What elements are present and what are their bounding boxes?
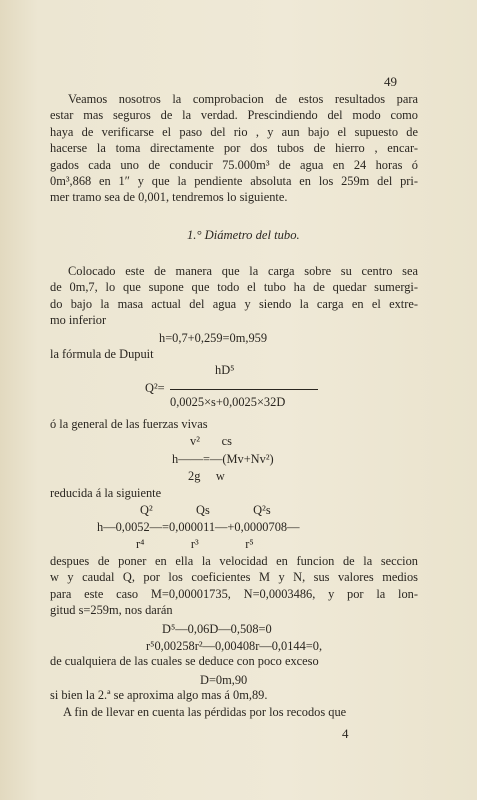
label-dupuit: la fórmula de Dupuit — [50, 347, 154, 361]
equation-reduced-top: Q² Qs Q²s — [140, 503, 271, 517]
page-number: 49 — [384, 74, 397, 89]
text-line: gitud s=259m, nos darán — [50, 603, 173, 618]
fraction-bar — [170, 389, 318, 390]
equation-reduced-bottom: r⁴ r³ r⁵ — [136, 537, 254, 551]
text-line: despues de poner en ella la velocidad en funcion de la seccion — [50, 554, 418, 568]
equation-result: D=0m,90 — [200, 673, 248, 687]
equation-head: h=0,7+0,259=0m,959 — [159, 331, 268, 345]
paragraph-verification — [50, 91, 418, 206]
equation-dupuit-denominator: 0,0025×s+0,0025×32D — [170, 395, 286, 409]
text-line: estar mas seguros de la verdad. Prescindiendo del modo como — [50, 108, 418, 123]
text-line: gados cada uno de conducir 75.000m³ de agua en 24 horas ó — [50, 157, 418, 172]
text-line: hacerse la toma directamente por dos tubos de hierro , encar- — [50, 141, 418, 156]
text-final-line: A fin de llevar en cuenta las pérdidas por los recodos que — [63, 705, 347, 719]
text-line: Veamos nosotros la comprobacion de estos resultados para — [68, 92, 418, 106]
text-line: de 0m,7, lo que supone que todo el tubo ha de quedar sumergi- — [50, 280, 418, 295]
section-heading: 1.° Diámetro del tubo. — [187, 228, 300, 242]
equation-dupuit-numerator: hD⁵ — [215, 363, 235, 377]
text-line: para este caso M=0,00001735, N=0,0003486, y por la lon- — [50, 586, 418, 601]
equation-reduced-mid: h—0,0052—=0,000011—+0,0000708— — [97, 520, 300, 534]
label-cualquiera: de cualquiera de las cuales se deduce con poco exceso — [50, 654, 319, 668]
paragraph-placement — [50, 263, 418, 329]
paragraph-coefficients — [50, 553, 418, 619]
equation-general-mid: h——=—(Mv+Nv²) — [172, 452, 274, 466]
label-reducida: reducida á la siguiente — [50, 486, 162, 500]
text-si-bien: si bien la 2.ª se aproxima algo mas á 0m,89. — [50, 688, 268, 702]
text-line: w y caudal Q, por los coeficientes M y N, sus valores medios — [50, 570, 418, 585]
equation-radius: r⁵0,00258r²—0,00408r—0,0144=0, — [146, 639, 323, 653]
text-line: Colocado este de manera que la carga sobre su centro sea — [68, 264, 418, 278]
equation-dupuit-lhs: Q²= — [145, 381, 165, 395]
equation-general-bottom: 2g w — [188, 469, 225, 483]
text-line: 0m³,868 en 1″ y que la pendiente absoluta en los 259m del pri- — [50, 174, 418, 189]
text-line: mo inferior — [50, 313, 107, 328]
equation-general-top: v² cs — [190, 434, 232, 448]
signature-mark: 4 — [342, 726, 349, 741]
text-line: mer tramo sea de 0,001, tendremos lo siguiente. — [50, 190, 288, 205]
equation-diameter: D⁵—0,06D—0,508=0 — [162, 622, 272, 636]
text-line: haya de verificarse el paso del rio , y aun bajo el supuesto de — [50, 124, 418, 139]
text-line: do bajo la masa actual del agua y siendo la carga en el extre- — [50, 296, 418, 311]
label-general: ó la general de las fuerzas vivas — [50, 417, 208, 431]
